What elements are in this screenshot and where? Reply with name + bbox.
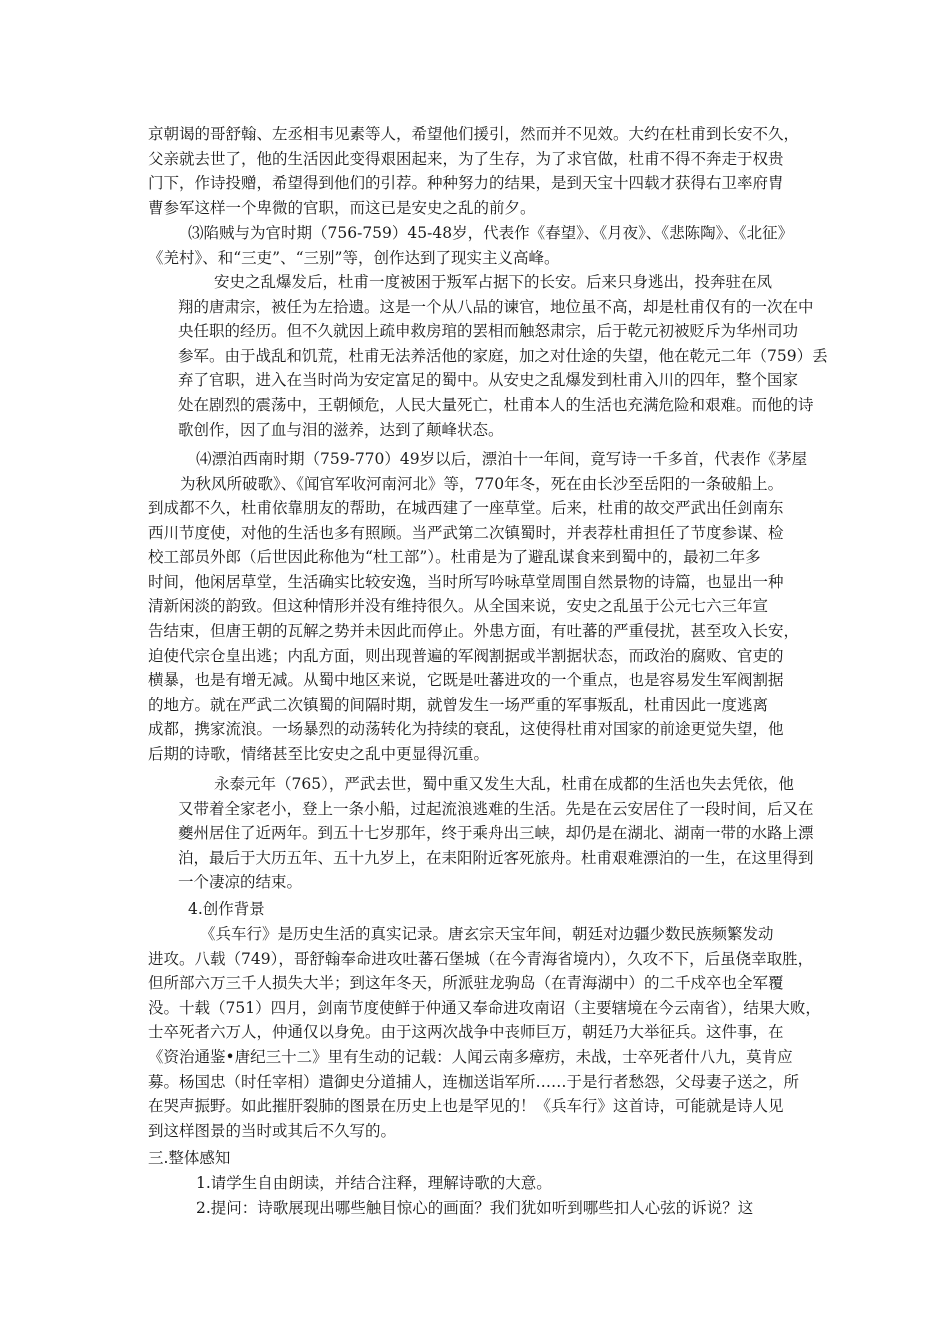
text-line: 泊，最后于大历五年、五十九岁上，在耒阳附近客死旅舟。杜甫艰难漂泊的一生，在这里得到 <box>178 848 814 867</box>
text-line: 永泰元年（765），严武去世，蜀中重又发生大乱，杜甫在成都的生活也失去凭依，他 <box>214 775 794 793</box>
text-line: 翔的唐肃宗，被任为左拾遗。这是一个从八品的谏官，地位虽不高，却是杜甫仅有的一次在中 <box>178 297 814 316</box>
text-line: 进攻。八载（749），哥舒翰奉命进攻吐蕃石堡城（在今青海省境内），久攻不下，后虽侥幸取胜， <box>148 949 814 968</box>
paragraph-period4-body <box>148 496 810 767</box>
text-line: 为秋风所破歌》、《闻官军收河南河北》等，770年冬，死在由长沙至岳阳的一条破船上。 <box>180 474 784 493</box>
list-item-2 <box>196 1196 812 1221</box>
text-line: 一个凄凉的结束。 <box>178 873 303 892</box>
heading-creation-background <box>188 897 488 922</box>
text-line: 西川节度使，对他的生活也多有照顾。当严武第二次镇蜀时，并表荐杜甫担任了节度参谋、检 <box>148 523 784 542</box>
paragraph-background-body <box>148 922 821 1143</box>
text-line: 又带着全家老小，登上一条小船，过起流浪逃难的生活。先是在云安居住了一段时间，后又在 <box>178 799 814 818</box>
text-line: 迫使代宗仓皇出逃；内乱方面，则出现普遍的军阀割据或半割据状态，而政治的腐败、官吏的 <box>148 646 784 665</box>
text-line: 成都，携家流浪。一场暴烈的动荡转化为持续的衰乱，这使得杜甫对国家的前途更觉失望，他 <box>148 720 784 739</box>
text-line: 参军。由于战乱和饥荒，杜甫无法养活他的家庭，加之对仕途的失望，他在乾元二年（759）丢 <box>178 346 828 365</box>
text-line: 横暴，也是有增无减。从蜀中地区来说，它既是吐蕃进攻的一个重点，也是容易发生军阀割据 <box>148 671 784 690</box>
text-line: 到这样图景的当时或其后不久写的。 <box>148 1121 397 1140</box>
text-line: 到成都不久，杜甫依靠朋友的帮助，在城西建了一座草堂。后来，杜甫的故交严武出任剑南东 <box>148 499 784 517</box>
text-line: 时间，他闲居草堂，生活确实比较安逸，当时所写吟咏草堂周围自然景物的诗篇，也显出一种 <box>148 572 784 591</box>
text-line: 歌创作，因了血与泪的滋养，达到了颠峰状态。 <box>178 420 504 439</box>
text-line: 京朝谒的哥舒翰、左丞相韦见素等人，希望他们援引，然而并不见效。大约在杜甫到长安不久， <box>148 125 800 143</box>
text-line: 处在剧烈的震荡中，王朝倾危，人民大量死亡，杜甫本人的生活也充满危险和艰难。而他的诗 <box>178 395 814 414</box>
text-line: 《兵车行》是历史生活的真实记录。唐玄宗天宝年间，朝廷对边疆少数民族频繁发动 <box>200 925 774 943</box>
text-line: 曹参军这样一个卑微的官职，而这已是安史之乱的前夕。 <box>148 198 536 217</box>
text-line: 4.创作背景 <box>188 900 265 918</box>
text-line: 三.整体感知 <box>148 1149 231 1167</box>
text-line: 《资治通鉴•唐纪三十二》里有生动的记载：人闻云南多瘴疠，未战，士卒死者什八九，莫肯应 <box>148 1047 793 1066</box>
text-line: 夔州居住了近两年。到五十七岁那年，终于乘舟出三峡，却仍是在湖北、湖南一带的水路上漂 <box>178 824 814 843</box>
list-item-1 <box>196 1171 812 1196</box>
text-line: 告结束，但唐王朝的瓦解之势并未因此而停止。外患方面，有吐蕃的严重侵扰，甚至攻入长安， <box>148 621 800 640</box>
text-line: 2.提问：诗歌展现出哪些触目惊心的画面？我们犹如听到哪些扣人心弦的诉说？这 <box>196 1199 754 1217</box>
text-line: 安史之乱爆发后，杜甫一度被困于叛军占据下的长安。后来只身逃出，投奔驻在凤 <box>214 273 773 291</box>
text-line: 《羌村》、和“三吏”、“三别”等，创作达到了现实主义高峰。 <box>148 248 560 267</box>
paragraph-yongtai <box>178 772 814 895</box>
text-line: 募。杨国忠（时任宰相）遣御史分道捕人，连枷送诣军所……于是行者愁怨，父母妻子送之，所 <box>148 1072 800 1091</box>
paragraph-period3-body <box>178 270 828 442</box>
paragraph-intro-continuation <box>148 122 810 220</box>
text-line: 门下，作诗投赠，希望得到他们的引荐。种种努力的结果，是到天宝十四载才获得右卫率府胄 <box>148 174 784 193</box>
paragraph-period4-title <box>180 447 812 496</box>
text-line: 但所部六万三千人损失大半；到这年冬天，所派驻龙驹岛（在青海湖中）的二千戍卒也全军覆 <box>148 974 784 993</box>
text-line: 央任职的经历。但不久就因上疏申救房琯的罢相而触怒肃宗，后于乾元初被贬斥为华州司功 <box>178 322 799 341</box>
text-line: ⑶陷贼与为官时期（756-759）45-48岁，代表作《春望》、《月夜》、《悲陈陶》、《北征》 <box>188 224 794 242</box>
text-line: 在哭声振野。如此摧肝裂肺的图景在历史上也是罕见的！《兵车行》这首诗，可能就是诗人见 <box>148 1097 784 1116</box>
text-line: 弃了官职，进入在当时尚为安定富足的蜀中。从安史之乱爆发到杜甫入川的四年，整个国家 <box>178 371 799 390</box>
text-line: 校工部员外郎（后世因此称他为“杜工部”）。杜甫是为了避乱谋食来到蜀中的，最初二年多 <box>148 548 761 567</box>
text-line: 的地方。就在严武二次镇蜀的间隔时期，就曾发生一场严重的军事叛乱，杜甫因此一度逃离 <box>148 695 769 714</box>
text-line: 清新闲淡的韵致。但这种情形并没有维持很久。从全国来说，安史之乱虽于公元七六三年宣 <box>148 597 769 616</box>
text-line: ⑷漂泊西南时期（759-770）49岁以后，漂泊十一年间，竟写诗一千多首，代表作《茅屋 <box>196 450 808 468</box>
text-line: 1.请学生自由朗读，并结合注释，理解诗歌的大意。 <box>196 1174 552 1192</box>
text-line: 后期的诗歌，情绪甚至比安史之乱中更显得沉重。 <box>148 744 490 763</box>
text-line: 没。十载（751）四月，剑南节度使鲜于仲通又奉命进攻南诏（主要辖境在今云南省），结果大败， <box>148 998 821 1017</box>
text-line: 士卒死者六万人，仲通仅以身免。由于这两次战争中丧师巨万，朝廷乃大举征兵。这件事，在 <box>148 1023 784 1042</box>
heading-section-overall <box>148 1146 448 1171</box>
text-line: 父亲就去世了，他的生活因此变得艰困起来，为了生存，为了求官做，杜甫不得不奔走于权贵 <box>148 149 784 168</box>
paragraph-period3-title <box>148 221 812 270</box>
